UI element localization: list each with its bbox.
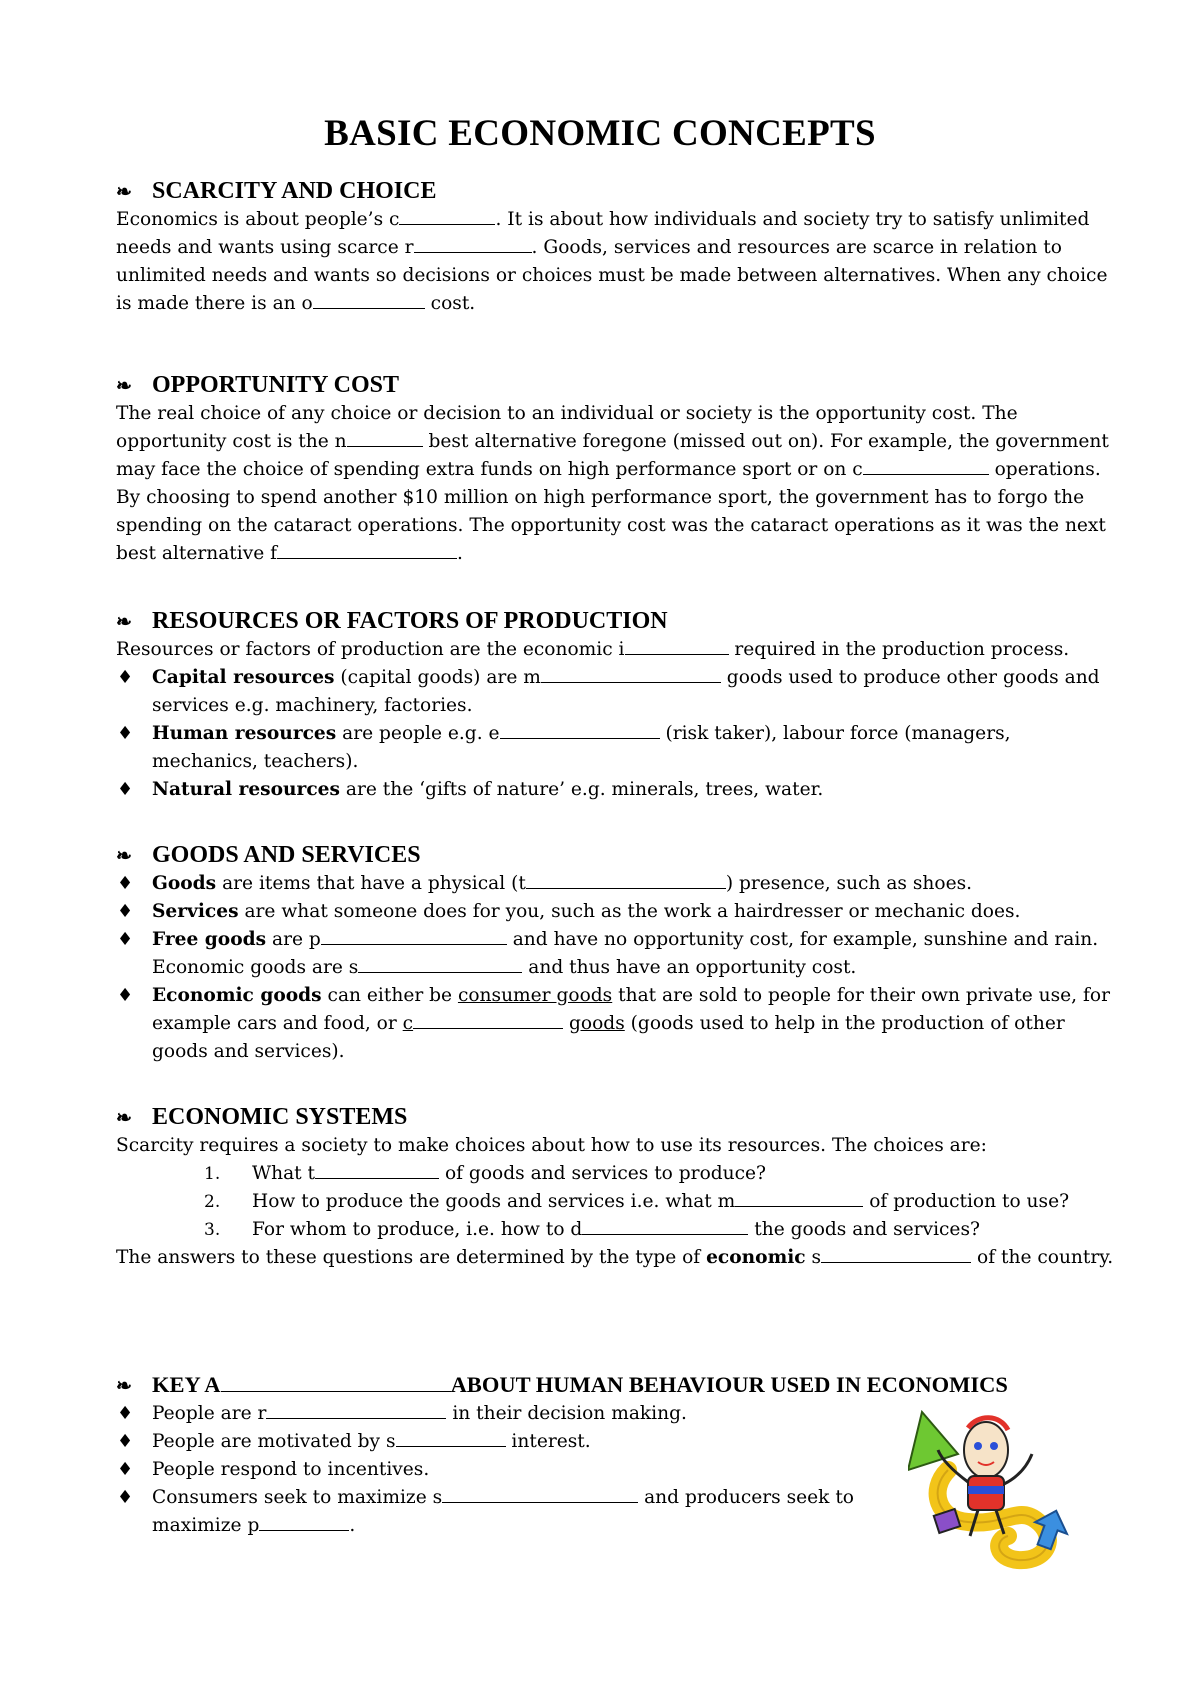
fill-blank[interactable] <box>526 871 726 889</box>
list-item <box>116 664 1116 720</box>
term: Services <box>152 901 239 922</box>
assumption-list <box>116 1400 876 1540</box>
diamond-bullet-icon: ♦ <box>117 723 134 744</box>
diamond-bullet-icon: ♦ <box>117 1459 134 1480</box>
term: economic <box>706 1247 806 1268</box>
text: (goods used to help in the production of other goods and services). <box>152 1013 1065 1062</box>
section-scarcity <box>116 176 1116 318</box>
item-number: 2. <box>204 1192 221 1212</box>
diamond-bullet-icon: ♦ <box>117 985 134 1006</box>
list-item <box>116 870 1116 898</box>
text: of goods and services to produce? <box>439 1163 767 1184</box>
fill-blank[interactable] <box>277 541 457 559</box>
section-heading <box>116 1370 1116 1400</box>
diamond-bullet-icon: ♦ <box>117 901 134 922</box>
text: . <box>349 1515 356 1536</box>
text: goods used to produce other goods and services e.g. machinery, factories. <box>152 667 1100 716</box>
term: Natural resources <box>152 779 340 800</box>
heading-text: ABOUT HUMAN BEHAVIOUR USED IN ECONOMICS <box>450 1372 1008 1397</box>
text: are p <box>266 929 321 950</box>
paragraph <box>116 400 1116 568</box>
fill-blank[interactable] <box>735 1189 863 1207</box>
text: Consumers seek to maximize s <box>152 1487 443 1508</box>
list-item <box>116 720 1116 776</box>
fill-blank[interactable] <box>347 429 423 447</box>
fill-blank[interactable] <box>821 1245 971 1263</box>
term: Economic goods <box>152 985 322 1006</box>
fill-blank[interactable] <box>414 235 532 253</box>
list-item <box>116 898 1116 926</box>
arm-icon <box>1004 1454 1032 1484</box>
diamond-bullet-icon: ♦ <box>117 1431 134 1452</box>
text: Resources or factors of production are the economic i <box>116 639 625 660</box>
leaf-bullet-icon: ❧ <box>116 846 132 867</box>
text: of production to use? <box>863 1191 1070 1212</box>
diamond-bullet-icon: ♦ <box>117 929 134 950</box>
leaf-bullet-icon: ❧ <box>116 1376 132 1397</box>
term: Goods <box>152 873 217 894</box>
heading-text: GOODS AND SERVICES <box>152 842 421 868</box>
heading-text: RESOURCES OR FACTORS OF PRODUCTION <box>152 608 668 634</box>
list-item <box>116 1428 876 1456</box>
section-heading <box>116 176 1116 206</box>
paragraph <box>116 206 1116 318</box>
fill-blank[interactable] <box>321 927 507 945</box>
text: in their decision making. <box>446 1403 687 1424</box>
fill-blank[interactable] <box>863 457 989 475</box>
text: cost. <box>424 293 476 314</box>
term: Free goods <box>152 929 267 950</box>
head-icon <box>964 1422 1008 1478</box>
eye-icon <box>990 1442 998 1450</box>
text: . <box>457 543 463 564</box>
section-opportunity-cost <box>116 370 1116 568</box>
numbered-item <box>116 1216 1116 1244</box>
text: For whom to produce, i.e. how to d <box>252 1219 583 1240</box>
text: can either be <box>321 985 458 1006</box>
text: . Goods, services and resources are scarce in relation to unlimited needs and wants so decisions or choices must be made between alternatives. When any choice is made there is an o <box>116 237 1108 314</box>
item-number: 1. <box>204 1164 221 1184</box>
fill-blank[interactable] <box>313 291 425 309</box>
diamond-bullet-icon: ♦ <box>117 1487 134 1508</box>
page-title: BASIC ECONOMIC CONCEPTS <box>324 113 876 154</box>
text: the goods and services? <box>748 1219 980 1240</box>
section-resources <box>116 606 1116 804</box>
leaf-bullet-icon: ❧ <box>116 1108 132 1129</box>
list-item <box>116 926 1116 982</box>
fill-blank[interactable] <box>266 1401 446 1419</box>
fill-blank[interactable] <box>500 721 660 739</box>
green-triangle-icon <box>908 1412 958 1470</box>
text: and producers seek to maximize p <box>152 1487 854 1536</box>
numbered-item <box>116 1188 1116 1216</box>
text: People are r <box>152 1403 267 1424</box>
text: are the ‘gifts of nature’ e.g. minerals, trees, water. <box>339 779 824 800</box>
heading-text: KEY A <box>152 1372 221 1397</box>
underlined-term: consumer goods <box>457 985 613 1006</box>
fill-blank[interactable] <box>442 1485 638 1503</box>
text: The answers to these questions are determined by the type of <box>116 1247 707 1268</box>
text: What t <box>252 1163 316 1184</box>
paragraph <box>116 636 1116 664</box>
diamond-bullet-icon: ♦ <box>117 779 134 800</box>
text: How to produce the goods and services i.e. what m <box>252 1191 736 1212</box>
term: Human resources <box>152 723 337 744</box>
term: Capital resources <box>152 667 335 688</box>
fill-blank[interactable] <box>315 1161 439 1179</box>
section-heading <box>116 1102 1116 1132</box>
text: People are motivated by s <box>152 1431 396 1452</box>
fill-blank[interactable] <box>221 1376 451 1392</box>
list-item <box>116 982 1116 1066</box>
heading-text: SCARCITY AND CHOICE <box>152 178 437 204</box>
section-heading <box>116 606 1116 636</box>
eye-icon <box>974 1442 982 1450</box>
fill-blank[interactable] <box>396 1429 506 1447</box>
section-economic-systems <box>116 1102 1116 1272</box>
list-item <box>116 776 1116 804</box>
text: and thus have an opportunity cost. <box>522 957 857 978</box>
text: s <box>805 1247 822 1268</box>
underlined-term: goods <box>569 1013 625 1034</box>
item-number: 3. <box>204 1220 221 1240</box>
fill-blank[interactable] <box>259 1513 349 1531</box>
leaf-bullet-icon: ❧ <box>116 182 132 203</box>
section-goods-services <box>116 840 1116 1066</box>
text: and have no opportunity cost, for example, sunshine and rain. Economic goods are s <box>152 929 1099 978</box>
text: People respond to incentives. <box>152 1459 430 1480</box>
fill-blank[interactable] <box>358 955 522 973</box>
text: . It is about how individuals and society try to satisfy unlimited needs and wants using scarce r <box>116 209 1090 258</box>
fill-blank[interactable] <box>399 207 495 225</box>
text: best alternative foregone (missed out on). For example, the government may face the choice of spending extra funds on high performance sport or on c <box>116 431 1109 480</box>
text: are people e.g. e <box>336 723 500 744</box>
diamond-bullet-icon: ♦ <box>117 667 134 688</box>
diamond-bullet-icon: ♦ <box>117 1403 134 1424</box>
fill-blank[interactable] <box>413 1011 563 1029</box>
text: ) presence, such as shoes. <box>725 873 973 894</box>
fill-blank[interactable] <box>541 665 721 683</box>
text: operations. By choosing to spend another $10 million on high performance sport, the government has to forgo the spending on the cataract operations. The opportunity cost was the cataract operations as it was the next best alternative f <box>116 459 1106 564</box>
shirt-stripe-icon <box>968 1486 1004 1494</box>
fill-blank[interactable] <box>582 1217 748 1235</box>
text: that are sold to people for their own private use, for example cars and food, or <box>152 985 1110 1034</box>
text: of the country. <box>971 1247 1114 1268</box>
section-heading <box>116 370 1116 400</box>
leaf-bullet-icon: ❧ <box>116 612 132 633</box>
list-item <box>116 1456 876 1484</box>
text: (risk taker), labour force (managers, mechanics, teachers). <box>152 723 1011 772</box>
text: The real choice of any choice or decision to an individual or society is the opportunity cost. The opportunity cost is the n <box>116 403 1018 452</box>
paragraph <box>116 1244 1116 1272</box>
heading-text: ECONOMIC SYSTEMS <box>152 1104 408 1130</box>
text: (capital goods) are m <box>334 667 541 688</box>
cartoon-figure-illustration <box>908 1410 1078 1570</box>
heading-text: OPPORTUNITY COST <box>152 372 399 398</box>
text: are what someone does for you, such as the work a hairdresser or mechanic does. <box>238 901 1021 922</box>
section-heading <box>116 840 1116 870</box>
text: required in the production process. <box>728 639 1070 660</box>
numbered-item <box>116 1160 1116 1188</box>
text: are items that have a physical (t <box>216 873 526 894</box>
fill-blank[interactable] <box>625 637 729 655</box>
paragraph: Scarcity requires a society to make choices about how to use its resources. The choices are: <box>116 1135 987 1156</box>
text: interest. <box>505 1431 591 1452</box>
diamond-bullet-icon: ♦ <box>117 873 134 894</box>
list-item <box>116 1484 876 1540</box>
list-item <box>116 1400 876 1428</box>
leaf-bullet-icon: ❧ <box>116 376 132 397</box>
text: Economics is about people’s c <box>116 209 400 230</box>
underlined-term: c <box>402 1013 414 1034</box>
